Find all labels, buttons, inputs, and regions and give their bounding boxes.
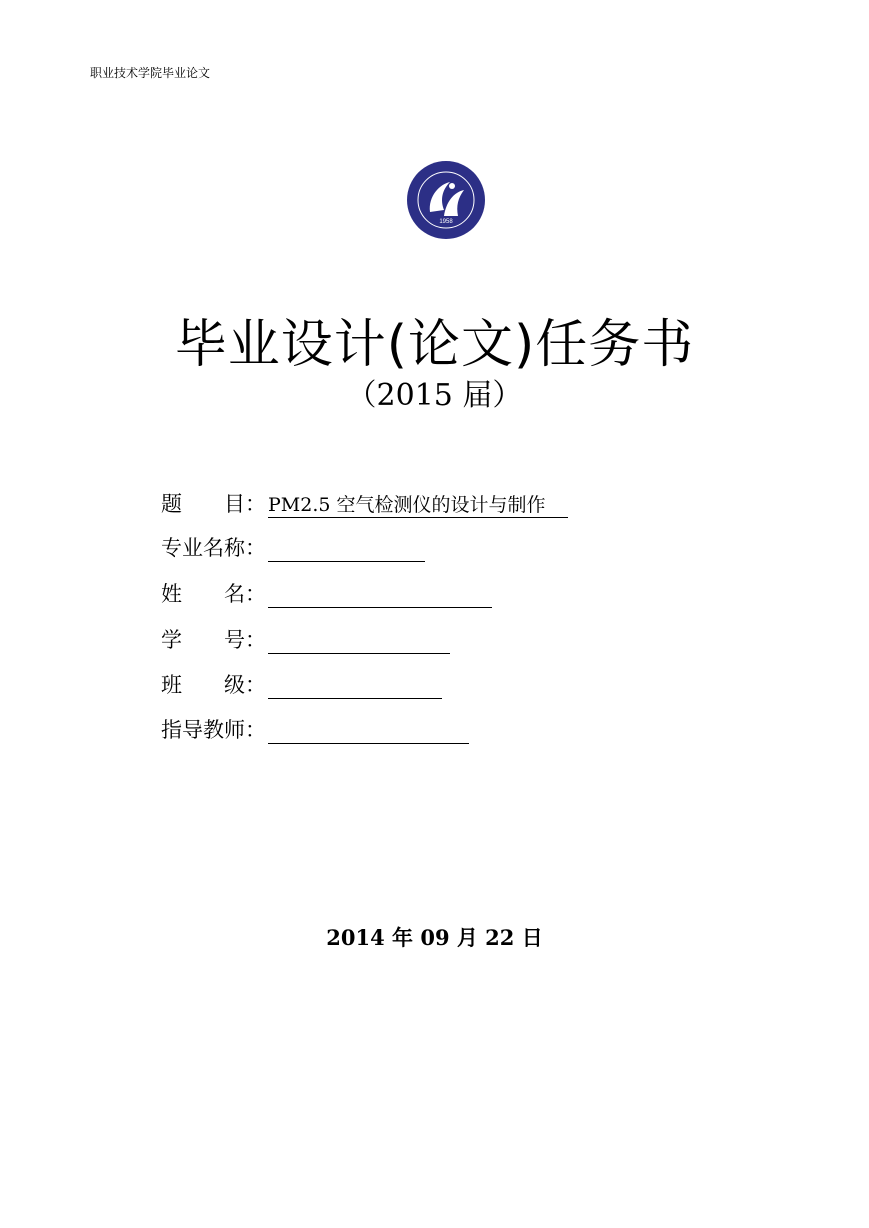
form-row-name xyxy=(161,578,492,608)
session-year: （2015 届） xyxy=(346,378,523,413)
logo-year: 1958 xyxy=(439,219,453,225)
name-label: 姓 名： xyxy=(161,582,266,606)
name-field[interactable] xyxy=(268,583,492,608)
class-label: 班 级： xyxy=(161,673,266,697)
form-row-major xyxy=(161,532,425,562)
form-row-topic xyxy=(161,488,568,518)
issue-date: 2014 年 09 月 22 日 xyxy=(326,925,543,950)
major-label: 专业名称： xyxy=(161,536,266,560)
advisor-label: 指导教师： xyxy=(161,718,266,742)
topic-field[interactable]: PM2.5 空气检测仪的设计与制作 xyxy=(268,493,568,518)
major-field[interactable] xyxy=(268,537,425,562)
college-logo xyxy=(406,160,486,240)
page-title: 毕业设计(论文)任务书 xyxy=(174,315,695,375)
student-id-label: 学 号： xyxy=(161,628,266,652)
topic-label: 题 目： xyxy=(161,492,266,516)
class-field[interactable] xyxy=(268,674,442,699)
form-row-class xyxy=(161,669,442,699)
student-id-field[interactable] xyxy=(268,629,450,654)
form-row-student-id xyxy=(161,624,450,654)
advisor-field[interactable] xyxy=(268,719,469,744)
form-row-advisor xyxy=(161,714,469,744)
page-header: 职业技术学院毕业论文 xyxy=(90,66,211,80)
